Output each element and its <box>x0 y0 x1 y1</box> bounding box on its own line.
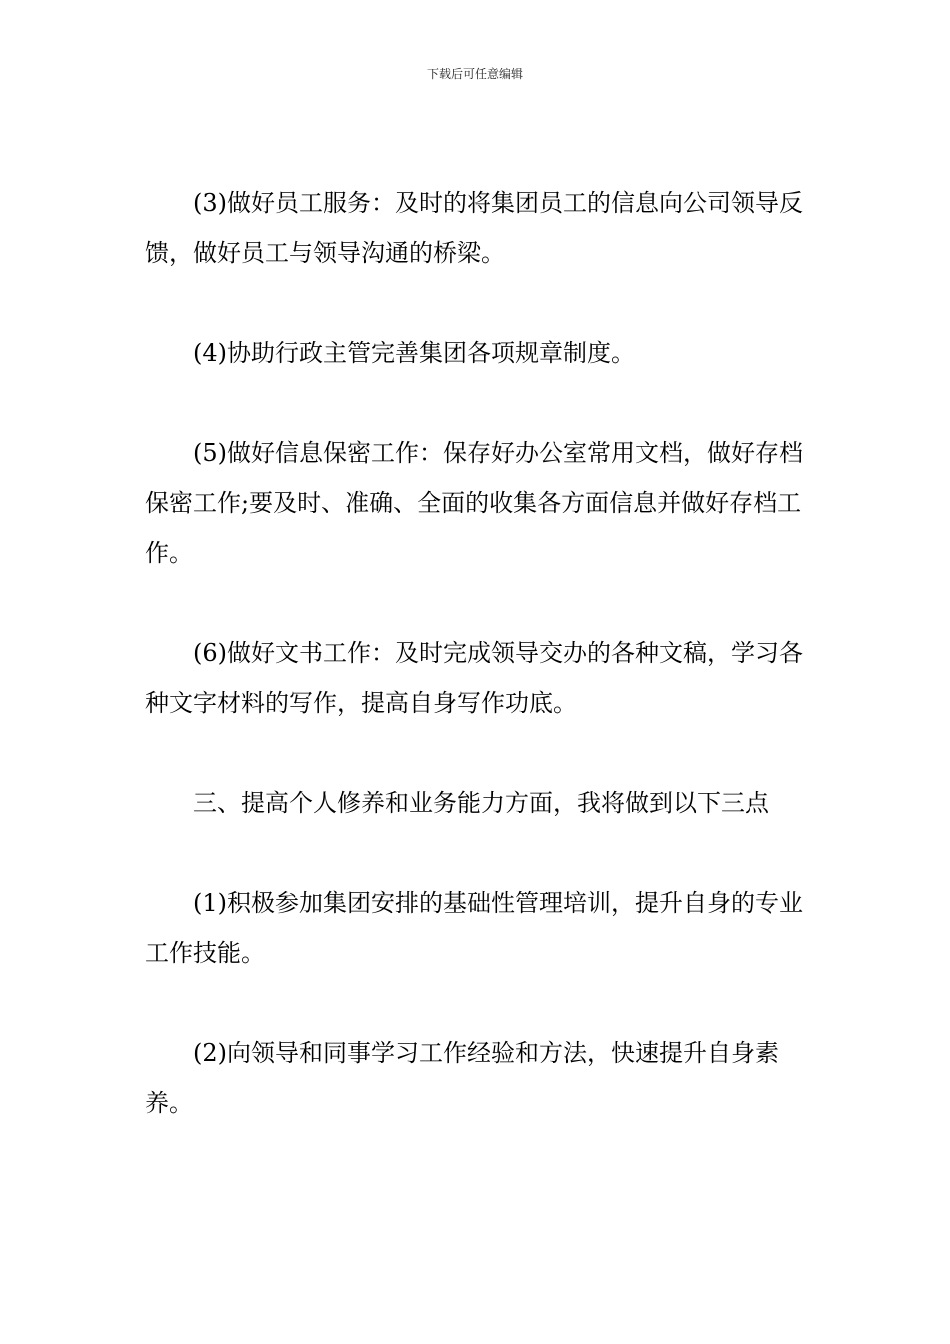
paragraph-1-training: (1)积极参加集团安排的基础性管理培训，提升自身的专业工作技能。 <box>145 889 803 967</box>
header-note: 下载后可任意编辑 <box>426 67 523 81</box>
paragraph-6-documents: (6)做好文书工作：及时完成领导交办的各种文稿，学习各种文字材料的写作，提高自身写作功底。 <box>145 639 803 717</box>
section-three-heading: 三、提高个人修养和业务能力方面，我将做到以下三点 <box>193 789 769 817</box>
paragraph-4-regulations: (4)协助行政主管完善集团各项规章制度。 <box>193 339 635 367</box>
document-body <box>145 178 805 1178</box>
paragraph-5-confidentiality: (5)做好信息保密工作：保存好办公室常用文档，做好存档保密工作;要及时、准确、全面的收集各方面信息并做好存档工作。 <box>145 439 803 567</box>
paragraph-3-employee-service: (3)做好员工服务：及时的将集团员工的信息向公司领导反馈，做好员工与领导沟通的桥梁。 <box>145 189 803 267</box>
paragraph-2-learning: (2)向领导和同事学习工作经验和方法，快速提升自身素养。 <box>145 1039 779 1117</box>
